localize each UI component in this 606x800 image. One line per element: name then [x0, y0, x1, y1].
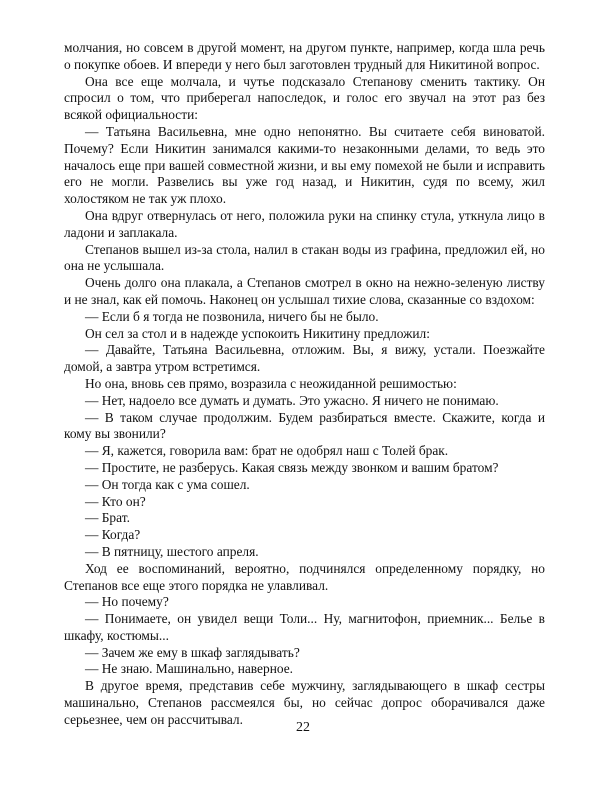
paragraph: — Брат. [85, 510, 130, 526]
paragraph: — Зачем же ему в шкаф заглядывать? [85, 644, 300, 660]
paragraph: — Он тогда как с ума сошел. [85, 476, 250, 492]
paragraph: — Кто он? [85, 493, 146, 509]
paragraph: — Нет, надоело все думать и думать. Это ужасно. Я ничего не понимаю. [85, 392, 499, 408]
paragraph: Но она, вновь сев прямо, возразила с неожиданной решимостью: [85, 375, 457, 391]
paragraph: — Не знаю. Машинально, наверное. [85, 661, 294, 677]
paragraph: В другое время, представив себе мужчину, заглядывающего в шкаф сестры машинально, Степанов рассмеялся бы, но сейчас допрос оборачивался даже серьезнее, чем он рассчитывал. [64, 678, 545, 727]
paragraph: — Давайте, Татьяна Васильевна, отложим. Вы, я вижу, устали. Поезжайте домой, а завтра утром встретимся. [64, 342, 545, 375]
paragraph: — Простите, не разберусь. Какая связь между звонком и вашим братом? [85, 459, 499, 475]
paragraph: Очень долго она плакала, а Степанов смотрел в окно на нежно-зеленую листву и не знал, как ей помочь. Наконец он услышал тихие слова, сказанные со вздохом: [64, 275, 545, 307]
paragraph: Она все еще молчала, и чутье подсказало Степанову сменить тактику. Он спросил о том, что приберегал напоследок, и голос его звучал на этот раз без всякой официальности: [64, 73, 545, 123]
paragraph: Ход ее воспоминаний, вероятно, подчинялся определенному порядку, но Степанов все еще этого порядка не улавливал. [64, 560, 545, 593]
paragraph: Степанов вышел из-за стола, налил в стакан воды из графина, предложил ей, но она не услышала. [64, 241, 545, 274]
paragraph: — Когда? [85, 527, 141, 543]
paragraph: Она вдруг отвернулась от него, положила руки на спинку стула, уткнула лицо в ладони и заплакала. [64, 207, 545, 240]
paragraph: — Понимаете, он увидел вещи Толи... Ну, магнитофон, приемник... Белье в шкафу, костюмы... [64, 611, 545, 643]
paragraph: Он сел за стол и в надежде успокоить Никитину предложил: [85, 325, 430, 341]
page-number: 22 [296, 720, 310, 735]
paragraph: — В таком случае продолжим. Будем разбираться вместе. Скажите, когда и кому вы звонили? [64, 409, 545, 442]
paragraph: — Я, кажется, говорила вам: брат не одобрял наш с Толей брак. [85, 443, 449, 459]
paragraph: — Но почему? [85, 594, 169, 610]
body-text [64, 40, 545, 729]
paragraph: — Если б я тогда не позвонила, ничего бы не было. [85, 308, 379, 324]
paragraph: — Татьяна Васильевна, мне одно непонятно. Вы считаете себя виноватой. Почему? Если Никитин занимался какими-то незаконными делами, то ведь это началось еще при вашей совместной жизни, и вы ему помехой не были и исправить его не могли. Развелись вы уже год назад, и Никитин, судя по всему, жил холостяком не так уж плохо. [64, 123, 545, 207]
paragraph: молчания, но совсем в другой момент, на другом пункте, например, когда шла речь о покупке обоев. И впереди у него был заготовлен трудный для Никитиной вопрос. [64, 40, 545, 72]
paragraph: — В пятницу, шестого апреля. [85, 543, 259, 559]
